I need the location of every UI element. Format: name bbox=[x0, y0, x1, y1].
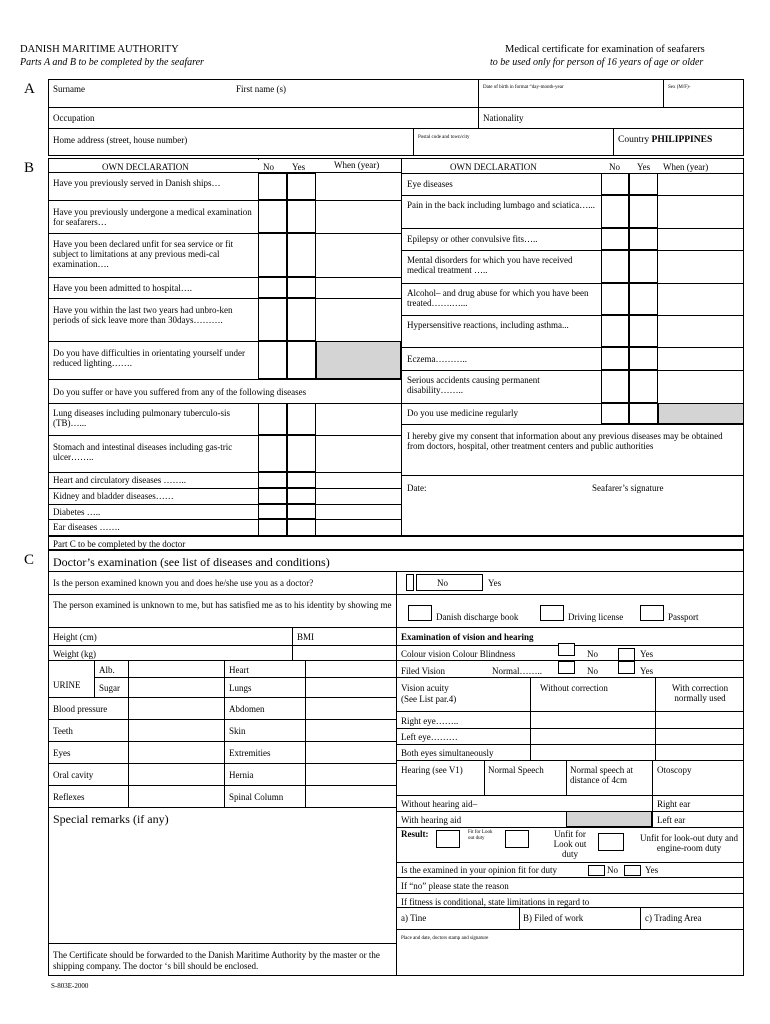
question-epilepsy: Epilepsy or other convulsive fits….. bbox=[407, 234, 538, 244]
question-back-pain: Pain in the back including lumbago and sciatica…... bbox=[407, 200, 595, 210]
disease-kidney: Kidney and bladder diseases…… bbox=[53, 491, 174, 501]
answer-yes-cell[interactable] bbox=[629, 195, 658, 228]
fit-for-duty-question: Is the examined in your opinion fit for duty bbox=[401, 865, 557, 875]
vision-hearing-title: Examination of vision and hearing bbox=[401, 632, 534, 642]
answer-no-cell[interactable] bbox=[258, 472, 287, 488]
answer-yes-cell[interactable] bbox=[287, 173, 316, 200]
both-eyes-row[interactable]: Both eyes simultaneously bbox=[401, 748, 494, 758]
declaration-date[interactable]: Date: bbox=[407, 483, 427, 493]
fit-lookout-label: Fit for Look out duty bbox=[468, 830, 493, 841]
limitation-time-field[interactable]: a) Tine bbox=[401, 913, 427, 923]
surname-field[interactable]: Surname bbox=[53, 84, 85, 94]
shaded-cell bbox=[658, 403, 744, 424]
answer-yes-cell[interactable] bbox=[287, 277, 316, 298]
answer-no-cell[interactable] bbox=[258, 173, 287, 200]
teeth-field[interactable]: Teeth bbox=[53, 726, 73, 736]
answer-no-cell[interactable] bbox=[258, 403, 287, 435]
home-address-field[interactable]: Home address (street, house number) bbox=[53, 135, 188, 145]
without-hearing-aid-row[interactable]: Without hearing aid– bbox=[401, 799, 478, 809]
when-header-left: When (year) bbox=[334, 160, 380, 170]
own-declaration-header-left: OWN DECLARATION bbox=[102, 162, 189, 172]
country-field[interactable] bbox=[618, 135, 712, 145]
vision-acuity-see-list: (See List par.4) bbox=[401, 694, 457, 704]
answer-yes-cell[interactable] bbox=[287, 519, 316, 536]
danish-discharge-label: Danish discharge book bbox=[436, 612, 519, 622]
colour-blind-yes-label: Yes bbox=[640, 649, 654, 659]
field-vision-label: Filed Vision bbox=[401, 666, 446, 676]
passport-label: Passport bbox=[668, 612, 699, 622]
colour-blind-yes-checkbox[interactable] bbox=[618, 648, 635, 661]
spinal-column-field[interactable]: Spinal Column bbox=[229, 792, 284, 802]
answer-no-cell[interactable] bbox=[601, 228, 629, 250]
answer-no-cell[interactable] bbox=[258, 298, 287, 341]
answer-no-cell[interactable] bbox=[601, 195, 629, 228]
answer-yes-cell[interactable] bbox=[287, 488, 316, 504]
limitation-field-of-work[interactable]: B) Filed of work bbox=[523, 913, 584, 923]
header-subtitle-right: to be used only for person of 16 years of age or older bbox=[490, 57, 704, 68]
urine-alb-field[interactable]: Alb. bbox=[99, 665, 115, 675]
height-field[interactable]: Height (cm) bbox=[53, 632, 97, 642]
left-eye-row[interactable]: Left eye……… bbox=[401, 732, 458, 742]
answer-no-cell[interactable] bbox=[601, 403, 629, 424]
shaded-cell bbox=[566, 811, 652, 827]
blood-pressure-field[interactable]: Blood pressure bbox=[53, 704, 108, 714]
sex-field[interactable]: Sex (M/F)- bbox=[668, 85, 691, 90]
unknown-identity-statement: The person examined is unknown to me, but has satisfied me as to his identity by showing me bbox=[53, 600, 392, 610]
country-value: PHILIPPINES bbox=[651, 135, 713, 145]
header-subtitle-left: Parts A and B to be completed by the seafarer bbox=[20, 57, 204, 68]
occupation-field[interactable]: Occupation bbox=[53, 113, 95, 123]
limitation-trading-area[interactable]: c) Trading Area bbox=[645, 913, 702, 923]
answer-no-cell[interactable] bbox=[601, 283, 629, 315]
question-previous-exam: Have you previously undergone a medical examination for seafarers… bbox=[53, 207, 252, 227]
disease-lung: Lung diseases including pulmonary tuberculo-sis (TB)…... bbox=[53, 408, 230, 428]
answer-no-cell[interactable] bbox=[258, 504, 287, 519]
without-correction-header: Without correction bbox=[540, 683, 608, 693]
colour-vision-label: Colour vision Colour Blindness bbox=[401, 649, 516, 659]
when-header-right: When (year) bbox=[663, 162, 709, 172]
country-label: Country bbox=[618, 135, 650, 145]
seafarer-signature[interactable]: Seafarer’s signature bbox=[592, 483, 664, 493]
question-served-danish-ships: Have you previously served in Danish ships… bbox=[53, 178, 221, 188]
question-suffer-diseases: Do you suffer or have you suffered from any of the following diseases bbox=[53, 387, 307, 397]
known-person-question: Is the person examined known you and does he/she use you as a doctor? bbox=[53, 578, 314, 588]
fit-duty-yes-checkbox[interactable] bbox=[624, 865, 641, 876]
known-yes-label: Yes bbox=[488, 578, 502, 588]
lungs-field[interactable]: Lungs bbox=[229, 683, 252, 693]
normal-speech-header: Normal Speech bbox=[488, 765, 544, 775]
answer-yes-cell[interactable] bbox=[629, 347, 658, 370]
known-no-checkbox[interactable] bbox=[416, 574, 483, 591]
question-admitted-hospital: Have you been admitted to hospital…. bbox=[53, 283, 192, 293]
answer-yes-cell[interactable] bbox=[287, 298, 316, 341]
unfit-lookout-label: Unfit for Look out duty bbox=[553, 829, 587, 859]
disease-ear: Ear diseases ……. bbox=[53, 522, 120, 532]
question-serious-accidents: Serious accidents causing permanent disability…….. bbox=[407, 375, 540, 395]
disease-diabetes: Diabetes ….. bbox=[53, 507, 101, 517]
answer-no-cell[interactable] bbox=[601, 347, 629, 370]
eyes-field[interactable]: Eyes bbox=[53, 748, 71, 758]
heart-field[interactable]: Heart bbox=[229, 665, 249, 675]
form-code: S-803E-2000 bbox=[51, 982, 89, 990]
doctor-stamp-signature-field[interactable]: Place and date, doctors stamp and signature bbox=[401, 936, 489, 941]
answer-no-cell[interactable] bbox=[601, 370, 629, 403]
fit-duty-yes-label: Yes bbox=[645, 865, 659, 875]
normal-speech-4m-header: Normal speech at distance of 4cm bbox=[570, 765, 633, 785]
fit-lookout-checkbox[interactable] bbox=[436, 830, 460, 848]
with-correction-header: With correction normally used bbox=[671, 683, 729, 703]
yes-header-left: Yes bbox=[292, 162, 306, 172]
answer-yes-cell[interactable] bbox=[287, 233, 316, 277]
answer-no-cell[interactable] bbox=[258, 341, 287, 379]
field-vision-no-label: No bbox=[587, 666, 598, 676]
no-header-left: No bbox=[263, 162, 274, 172]
abdomen-field[interactable]: Abdomen bbox=[229, 704, 265, 714]
with-hearing-aid-row[interactable]: With hearing aid bbox=[401, 815, 462, 825]
left-ear-field[interactable]: Left ear bbox=[657, 815, 686, 825]
unfit-engine-label: Unfit for look-out duty and engine-room duty bbox=[640, 833, 738, 853]
question-alcohol-drug: Alcohol– and drug abuse for which you have been treated…….…... bbox=[407, 288, 589, 308]
answer-yes-cell[interactable] bbox=[629, 403, 658, 424]
answer-no-cell[interactable] bbox=[601, 315, 629, 347]
question-mental-disorders: Mental disorders for which you have received medical treatment ….. bbox=[407, 255, 573, 275]
bmi-field[interactable]: BMI bbox=[297, 632, 315, 642]
extremities-field[interactable]: Extremities bbox=[229, 748, 271, 758]
no-header-right: No bbox=[609, 162, 620, 172]
hernia-field[interactable]: Hernia bbox=[229, 770, 254, 780]
answer-yes-cell[interactable] bbox=[287, 435, 316, 472]
right-ear-field[interactable]: Right ear bbox=[657, 799, 691, 809]
answer-no-cell[interactable] bbox=[258, 435, 287, 472]
answer-yes-cell[interactable] bbox=[629, 370, 658, 403]
answer-yes-cell[interactable] bbox=[629, 173, 658, 195]
skin-field[interactable]: Skin bbox=[229, 726, 246, 736]
answer-yes-cell[interactable] bbox=[629, 315, 658, 347]
question-declared-unfit: Have you been declared unfit for sea service or fit subject to limitations at any previous medi-cal examination…. bbox=[53, 239, 234, 269]
answer-yes-cell[interactable] bbox=[287, 341, 316, 379]
answer-yes-cell[interactable] bbox=[287, 504, 316, 519]
fit-duty-no-checkbox[interactable] bbox=[588, 865, 605, 876]
section-b-letter: B bbox=[24, 160, 35, 176]
urine-label: URINE bbox=[53, 680, 81, 690]
known-checkbox-a[interactable] bbox=[406, 574, 414, 591]
field-vision-yes-checkbox[interactable] bbox=[618, 661, 635, 674]
answer-yes-cell[interactable] bbox=[629, 228, 658, 250]
field-vision-normal: Normal…….. bbox=[492, 666, 542, 676]
disease-heart: Heart and circulatory diseases …….. bbox=[53, 475, 186, 485]
answer-no-cell[interactable] bbox=[601, 173, 629, 195]
oral-cavity-field[interactable]: Oral cavity bbox=[53, 770, 94, 780]
otoscopy-header: Otoscopy bbox=[657, 765, 692, 775]
nationality-field[interactable]: Nationality bbox=[483, 113, 524, 123]
answer-no-cell[interactable] bbox=[258, 233, 287, 277]
vision-acuity-label: Vision acuity bbox=[401, 683, 449, 693]
consent-statement: I hereby give my consent that information about any previous diseases may be obtained from doctors, hospital, other treatment centers and public authorities bbox=[407, 431, 723, 451]
section-a-letter: A bbox=[24, 81, 35, 97]
reflexes-field[interactable]: Reflexes bbox=[53, 792, 85, 802]
answer-yes-cell[interactable] bbox=[287, 403, 316, 435]
fit-duty-no-label: No bbox=[607, 865, 618, 875]
question-hypersensitive: Hypersensitive reactions, including asthma... bbox=[407, 320, 569, 330]
question-eczema: Eczema……….. bbox=[407, 354, 467, 364]
postal-code-field[interactable]: Postal code and town/city bbox=[418, 135, 470, 140]
answer-no-cell[interactable] bbox=[258, 519, 287, 536]
question-sick-leave: Have you within the last two years had unbro-ken periods of sick leave more than 30days………. bbox=[53, 305, 233, 325]
form-title: Medical certificate for examination of seafarers bbox=[505, 44, 705, 55]
special-remarks-field[interactable]: Special remarks (if any) bbox=[53, 812, 169, 826]
hearing-label: Hearing (see V1) bbox=[401, 765, 463, 775]
unfit-lookout-checkbox[interactable] bbox=[505, 830, 529, 848]
colour-blind-no-label: No bbox=[587, 649, 598, 659]
known-no-label: No bbox=[437, 578, 448, 588]
first-name-field[interactable]: First name (s) bbox=[236, 84, 286, 94]
doctors-examination-title: Doctor’s examination (see list of diseases and conditions) bbox=[53, 555, 330, 569]
yes-header-right: Yes bbox=[637, 162, 651, 172]
unfit-engine-checkbox[interactable] bbox=[598, 833, 624, 851]
driving-license-label: Driving license bbox=[568, 612, 624, 622]
colour-blind-no-checkbox[interactable] bbox=[558, 643, 575, 656]
answer-no-cell[interactable] bbox=[601, 250, 629, 283]
driving-license-checkbox[interactable] bbox=[540, 605, 564, 621]
if-no-reason-field[interactable]: If “no” please state the reason bbox=[401, 881, 509, 891]
passport-checkbox[interactable] bbox=[640, 605, 664, 621]
urine-sugar-field[interactable]: Sugar bbox=[99, 683, 120, 693]
answer-yes-cell[interactable] bbox=[287, 200, 316, 233]
answer-no-cell[interactable] bbox=[258, 277, 287, 298]
question-medicine: Do you use medicine regularly bbox=[407, 408, 518, 418]
dob-field[interactable]: Date of birth in format “day-month-year bbox=[483, 85, 564, 90]
field-vision-no-checkbox[interactable] bbox=[558, 661, 575, 674]
shaded-cell bbox=[316, 341, 401, 379]
answer-yes-cell[interactable] bbox=[287, 472, 316, 488]
answer-yes-cell[interactable] bbox=[629, 283, 658, 315]
forward-certificate-note: The Certificate should be forwarded to the Danish Maritime Authority by the master or the shipping company. The doctor ‘s bill should be enclosed. bbox=[53, 950, 380, 971]
answer-no-cell[interactable] bbox=[258, 488, 287, 504]
field-vision-yes-label: Yes bbox=[640, 666, 654, 676]
danish-discharge-checkbox[interactable] bbox=[408, 605, 432, 621]
authority-name: DANISH MARITIME AUTHORITY bbox=[20, 44, 179, 55]
weight-field[interactable]: Weight (kg) bbox=[53, 649, 97, 659]
answer-no-cell[interactable] bbox=[258, 200, 287, 233]
question-eye-diseases: Eye diseases bbox=[407, 179, 453, 189]
conditional-fitness-label: If fitness is conditional, state limitations in regard to bbox=[401, 897, 590, 907]
answer-yes-cell[interactable] bbox=[629, 250, 658, 283]
right-eye-row[interactable]: Right eye…….. bbox=[401, 716, 459, 726]
part-c-note: Part C to be completed by the doctor bbox=[53, 539, 186, 549]
section-c-letter: C bbox=[24, 552, 35, 568]
result-label: Result: bbox=[401, 829, 429, 839]
own-declaration-header-right: OWN DECLARATION bbox=[450, 162, 537, 172]
disease-stomach: Stomach and intestinal diseases including gas-tric ulcer…….. bbox=[53, 442, 233, 462]
question-orientating: Do you have difficulties in orientating yourself under reduced lighting……. bbox=[53, 348, 246, 368]
